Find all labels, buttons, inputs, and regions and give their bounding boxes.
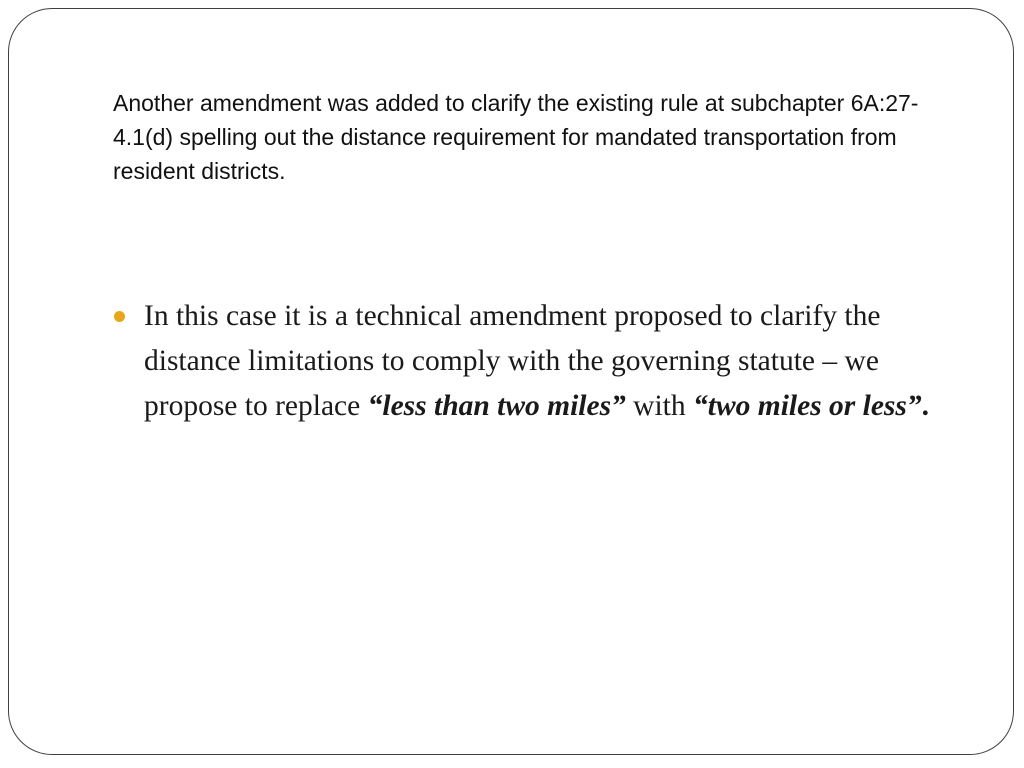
bullet-dot-icon [114, 311, 125, 322]
bullet-item [112, 294, 942, 429]
intro-text: Another amendment was added to clarify the existing rule at subchapter 6A:27-4.1(d) spelling out the distance requirement for mandated transportation from resident districts. [113, 90, 919, 184]
bullet-ending: . [921, 390, 930, 422]
quote-less-than-two-miles: “less than two miles” [367, 390, 626, 422]
bullet-text-before: In this case it is a technical amendment proposed to clarify the distance limitations to comply with the governing statute – we propose to replace [144, 300, 881, 422]
bullet-list [112, 294, 942, 429]
bullet-text-between: with [625, 390, 693, 422]
quote-two-miles-or-less: “two miles or less” [693, 390, 922, 422]
